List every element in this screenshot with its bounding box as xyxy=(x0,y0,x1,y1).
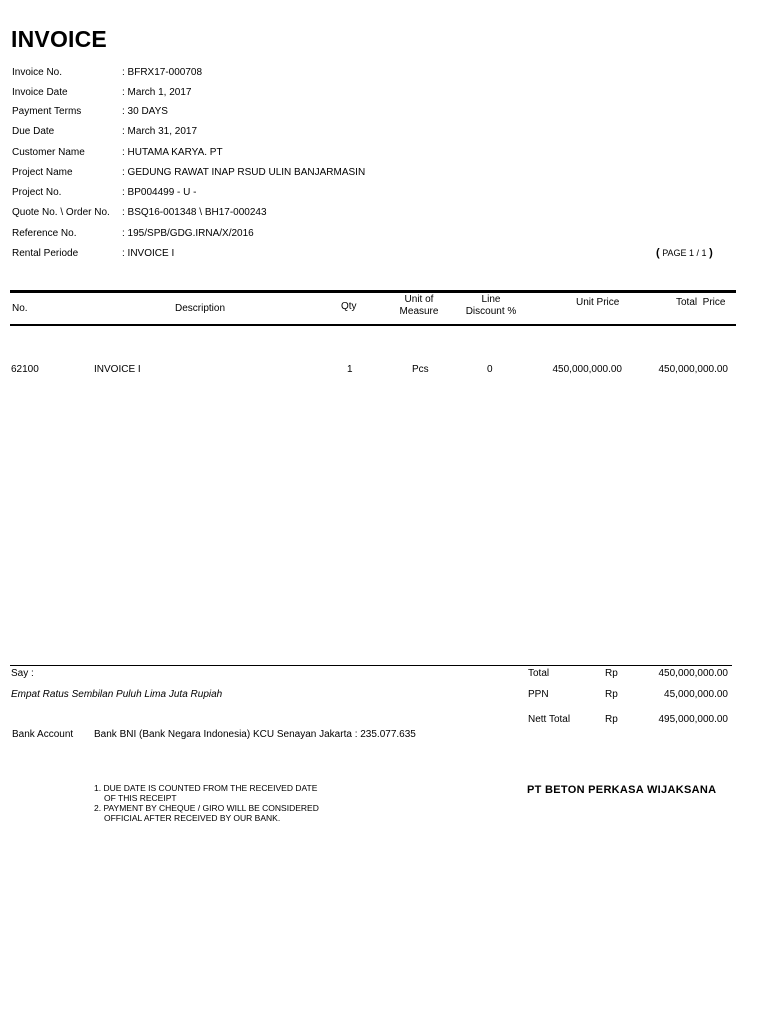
company-name: PT BETON PERKASA WIJAKSANA xyxy=(527,784,717,796)
nett-total-amount: 495,000,000.00 xyxy=(658,714,728,725)
meta-label-project-name: Project Name xyxy=(12,167,73,178)
meta-value-rental-periode: : INVOICE I xyxy=(122,248,175,259)
cell-uom: Pcs xyxy=(412,364,429,375)
meta-value-reference-no: : 195/SPB/GDG.IRNA/X/2016 xyxy=(122,228,254,239)
amount-in-words: Empat Ratus Sembilan Puluh Lima Juta Rupiah xyxy=(11,689,223,700)
meta-value-project-name: : GEDUNG RAWAT INAP RSUD ULIN BANJARMASIN xyxy=(122,167,366,178)
meta-value-due-date: : March 31, 2017 xyxy=(122,126,198,137)
meta-value-quote-order-no: : BSQ16-001348 \ BH17-000243 xyxy=(122,207,267,218)
summary-top-rule xyxy=(10,665,732,666)
total-label: Total xyxy=(528,668,550,679)
meta-value-customer-name: : HUTAMA KARYA. PT xyxy=(122,147,223,158)
table-header-bottom-rule xyxy=(10,324,736,326)
meta-label-invoice-no: Invoice No. xyxy=(12,67,63,78)
cell-description: INVOICE I xyxy=(94,364,141,375)
col-header-no: No. xyxy=(12,303,28,314)
col-header-unit-of-measure xyxy=(390,294,448,318)
invoice-title: INVOICE xyxy=(11,26,107,52)
cell-no: 62100 xyxy=(11,364,39,375)
note-2: 2. PAYMENT BY CHEQUE / GIRO WILL BE CONSIDERED OFFICIAL AFTER RECEIVED BY OUR BANK. xyxy=(94,803,319,823)
nett-total-currency: Rp xyxy=(605,714,618,725)
ppn-currency: Rp xyxy=(605,689,618,700)
meta-value-invoice-no: : BFRX17-000708 xyxy=(122,67,203,78)
bank-account-value: Bank BNI (Bank Negara Indonesia) KCU Senayan Jakarta : 235.077.635 xyxy=(94,729,416,740)
meta-label-customer-name: Customer Name xyxy=(12,147,85,158)
cell-qty: 1 xyxy=(347,364,353,375)
page-indicator: ( PAGE 1 / 1 ) xyxy=(656,247,713,259)
meta-label-rental-periode: Rental Periode xyxy=(12,248,79,259)
meta-value-payment-terms: : 30 DAYS xyxy=(122,106,168,117)
ppn-label: PPN xyxy=(528,689,549,700)
meta-label-invoice-date: Invoice Date xyxy=(12,87,68,98)
meta-value-invoice-date: : March 1, 2017 xyxy=(122,87,192,98)
col-header-uom-line2: Measure xyxy=(399,306,439,317)
note-1: 1. DUE DATE IS COUNTED FROM THE RECEIVED DATE OF THIS RECEIPT xyxy=(94,783,318,803)
ppn-amount: 45,000,000.00 xyxy=(664,689,728,700)
cell-total-price: 450,000,000.00 xyxy=(658,364,728,375)
total-currency: Rp xyxy=(605,668,618,679)
meta-value-project-no: : BP004499 - U - xyxy=(122,187,197,198)
cell-unit-price: 450,000,000.00 xyxy=(552,364,622,375)
col-header-uom-line1: Unit of xyxy=(404,294,434,305)
col-header-disc-line2: Discount % xyxy=(465,306,517,317)
col-header-description: Description xyxy=(175,303,226,314)
meta-label-due-date: Due Date xyxy=(12,126,55,137)
total-amount: 450,000,000.00 xyxy=(658,668,728,679)
col-header-disc-line1: Line xyxy=(481,294,501,305)
meta-label-reference-no: Reference No. xyxy=(12,228,77,239)
col-header-line-discount xyxy=(458,294,524,318)
meta-label-project-no: Project No. xyxy=(12,187,62,198)
payment-notes xyxy=(94,783,324,823)
col-header-unit-price: Unit Price xyxy=(576,297,620,308)
bank-account-label: Bank Account xyxy=(12,729,74,740)
say-label: Say : xyxy=(11,668,34,679)
meta-label-payment-terms: Payment Terms xyxy=(12,106,82,117)
table-header-top-rule xyxy=(10,290,736,293)
col-header-total-price: Total Price xyxy=(676,297,726,308)
nett-total-label: Nett Total xyxy=(528,714,571,725)
cell-discount: 0 xyxy=(487,364,493,375)
col-header-qty: Qty xyxy=(341,301,357,312)
meta-label-quote-order-no: Quote No. \ Order No. xyxy=(12,207,110,218)
